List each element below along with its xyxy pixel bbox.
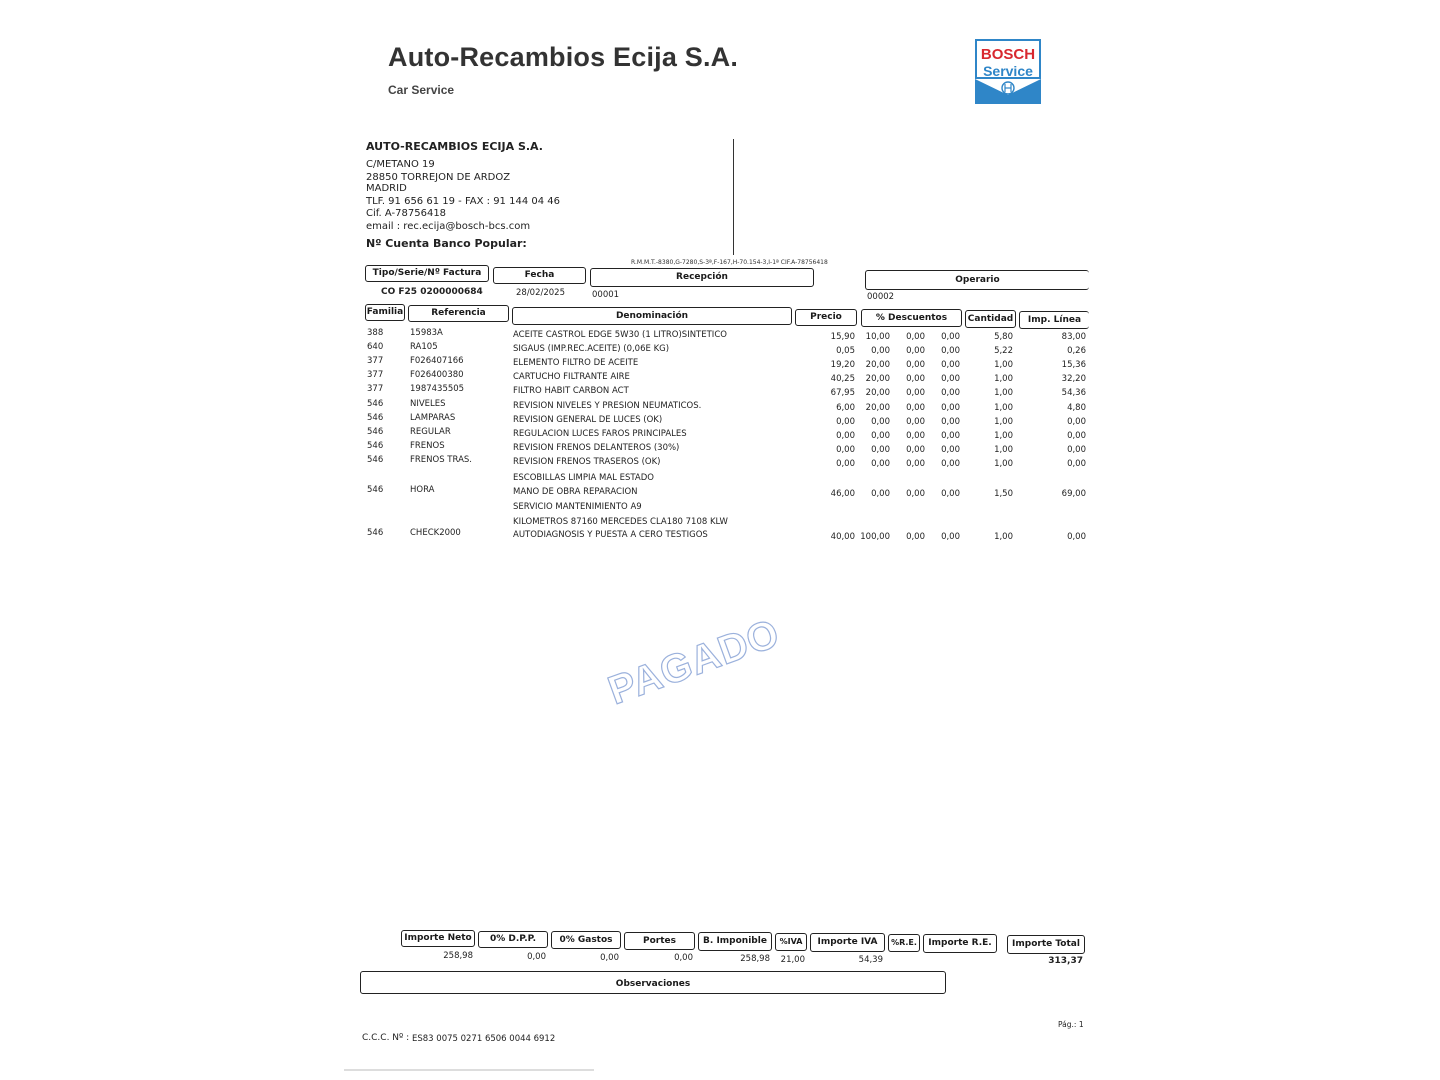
company-tagline: Car Service: [388, 83, 455, 97]
observaciones-box: Observaciones: [360, 971, 946, 994]
line-denominacion: AUTODIAGNOSIS Y PUESTA A CERO TESTIGOS: [513, 530, 708, 540]
line-precio: 46,00: [830, 489, 855, 499]
line-d1: 0,00: [871, 346, 890, 356]
line-denominacion: SERVICIO MANTENIMIENTO A9: [513, 502, 642, 512]
line-denominacion: CARTUCHO FILTRANTE AIRE: [513, 372, 630, 382]
line-d1: 10,00: [865, 332, 890, 342]
line-d2: 0,00: [906, 417, 925, 427]
issuer-name: AUTO-RECAMBIOS ECIJA S.A.: [366, 140, 543, 153]
line-denominacion: ACEITE CASTROL EDGE 5W30 (1 LITRO)SINTETICO: [513, 330, 727, 340]
total-gastos-value: 0,00: [600, 953, 619, 963]
line-cantidad: 1,00: [994, 445, 1013, 455]
line-d2: 0,00: [906, 388, 925, 398]
logo-line1: BOSCH: [980, 46, 1036, 63]
line-referencia: 1987435505: [410, 384, 465, 394]
header-tipo: Tipo/Serie/Nº Factura: [365, 265, 489, 282]
line-familia: 546: [367, 441, 384, 451]
line-importe: 0,00: [1067, 417, 1086, 427]
line-d3: 0,00: [941, 417, 960, 427]
line-familia: 388: [367, 328, 384, 338]
line-d3: 0,00: [941, 459, 960, 469]
invoice-number: CO F25 0200000684: [381, 287, 483, 297]
line-d3: 0,00: [941, 332, 960, 342]
line-denominacion: REVISION FRENOS TRASEROS (OK): [513, 457, 661, 467]
line-cantidad: 1,00: [994, 388, 1013, 398]
line-referencia: REGULAR: [410, 427, 451, 437]
line-precio: 67,95: [830, 388, 855, 398]
col-descuentos: % Descuentos: [861, 309, 962, 327]
line-referencia: LAMPARAS: [410, 413, 456, 423]
total-gastos-label: 0% Gastos: [551, 931, 621, 949]
total-neto-label: Importe Neto: [401, 930, 475, 947]
line-importe: 15,36: [1061, 360, 1086, 370]
line-referencia: F026400380: [410, 370, 464, 380]
line-denominacion: FILTRO HABIT CARBON ACT: [513, 386, 629, 396]
issuer-city: 28850 TORREJON DE ARDOZ: [366, 172, 511, 183]
total-piva-value: 21,00: [780, 955, 805, 965]
line-d3: 0,00: [941, 489, 960, 499]
col-denominacion: Denominación: [512, 307, 792, 325]
total-imponible-label: B. Imponible: [698, 932, 772, 951]
line-importe: 4,80: [1067, 403, 1086, 413]
issuer-cif: Cif. A-78756418: [366, 208, 447, 219]
col-precio: Precio: [795, 309, 857, 326]
bosch-armature-icon: [975, 79, 1041, 104]
line-familia: 640: [367, 342, 384, 352]
col-cantidad: Cantidad: [965, 310, 1016, 328]
line-familia: 377: [367, 356, 384, 366]
line-familia: 546: [367, 427, 384, 437]
company-title: Auto-Recambios Ecija S.A.: [388, 42, 739, 72]
page-number: Pág.: 1: [1058, 1020, 1084, 1029]
issuer-phone: TLF. 91 656 61 19 - FAX : 91 144 04 46: [366, 196, 560, 207]
line-d2: 0,00: [906, 489, 925, 499]
line-cantidad: 1,00: [994, 459, 1013, 469]
line-familia: 377: [367, 384, 384, 394]
issuer-street: C/METANO 19: [366, 159, 435, 170]
line-denominacion: REVISION GENERAL DE LUCES (OK): [513, 415, 663, 425]
total-pre-label: %R.E.: [888, 934, 920, 952]
line-importe: 0,00: [1067, 431, 1086, 441]
line-d3: 0,00: [941, 431, 960, 441]
col-referencia: Referencia: [408, 305, 509, 322]
line-referencia: 15983A: [410, 328, 443, 338]
issuer-email: email : rec.ecija@bosch-bcs.com: [366, 221, 531, 232]
total-neto-value: 258,98: [443, 951, 473, 961]
line-precio: 0,00: [836, 417, 855, 427]
line-d3: 0,00: [941, 445, 960, 455]
line-precio: 15,90: [830, 332, 855, 342]
line-d2: 0,00: [906, 360, 925, 370]
line-d2: 0,00: [906, 346, 925, 356]
line-precio: 6,00: [836, 403, 855, 413]
line-d1: 0,00: [871, 459, 890, 469]
line-denominacion: REVISION NIVELES Y PRESION NEUMATICOS.: [513, 401, 702, 411]
bosch-service-logo: [975, 39, 1041, 104]
line-denominacion: SIGAUS (IMP.REC.ACEITE) (0,06E KG): [513, 344, 670, 354]
line-cantidad: 1,00: [994, 417, 1013, 427]
line-d1: 0,00: [871, 431, 890, 441]
line-familia: 546: [367, 528, 384, 538]
line-cantidad: 1,50: [994, 489, 1013, 499]
total-dpp-label: 0% D.P.P.: [478, 931, 548, 948]
total-portes-label: Portes: [624, 932, 695, 950]
line-cantidad: 5,22: [994, 346, 1013, 356]
line-d1: 20,00: [865, 388, 890, 398]
recepcion-value: 00001: [592, 290, 620, 300]
line-familia: 546: [367, 455, 384, 465]
line-referencia: RA105: [410, 342, 438, 352]
line-d1: 100,00: [860, 532, 890, 542]
line-d3: 0,00: [941, 388, 960, 398]
line-precio: 19,20: [830, 360, 855, 370]
line-referencia: CHECK2000: [410, 528, 461, 538]
bank-account-label: Nº Cuenta Banco Popular:: [366, 237, 527, 250]
total-portes-value: 0,00: [674, 953, 693, 963]
line-d1: 20,00: [865, 374, 890, 384]
line-denominacion: ELEMENTO FILTRO DE ACEITE: [513, 358, 639, 368]
total-iva-label: Importe IVA: [810, 933, 885, 952]
line-referencia: F026407166: [410, 356, 464, 366]
line-precio: 40,00: [830, 532, 855, 542]
total-dpp-value: 0,00: [527, 952, 546, 962]
line-denominacion: REVISION FRENOS DELANTEROS (30%): [513, 443, 680, 453]
line-d3: 0,00: [941, 374, 960, 384]
line-importe: 0,00: [1067, 459, 1086, 469]
line-d2: 0,00: [906, 403, 925, 413]
line-referencia: FRENOS: [410, 441, 445, 451]
line-familia: 546: [367, 485, 384, 495]
total-piva-label: %IVA: [775, 933, 807, 951]
line-d2: 0,00: [906, 332, 925, 342]
line-cantidad: 1,00: [994, 374, 1013, 384]
invoice-date: 28/02/2025: [516, 288, 565, 298]
line-d1: 0,00: [871, 417, 890, 427]
line-importe: 32,20: [1061, 374, 1086, 384]
line-referencia: NIVELES: [410, 399, 446, 409]
registry-text: R.M.M.T.-8380,G-7280,S-3ª,F-167,H-70.154-3,I-1ª CIF.A-78756418: [631, 259, 828, 266]
line-cantidad: 1,00: [994, 403, 1013, 413]
line-familia: 546: [367, 399, 384, 409]
line-familia: 377: [367, 370, 384, 380]
line-d3: 0,00: [941, 360, 960, 370]
line-d2: 0,00: [906, 459, 925, 469]
line-d2: 0,00: [906, 374, 925, 384]
line-precio: 0,00: [836, 445, 855, 455]
paid-stamp: PAGADO: [602, 610, 786, 714]
line-importe: 83,00: [1061, 332, 1086, 342]
line-importe: 69,00: [1061, 489, 1086, 499]
line-denominacion: KILOMETROS 87160 MERCEDES CLA180 7108 KLW: [513, 517, 728, 527]
line-cantidad: 1,00: [994, 431, 1013, 441]
operario-value: 00002: [867, 292, 895, 302]
line-cantidad: 1,00: [994, 532, 1013, 542]
col-familia: Familia: [365, 304, 405, 321]
line-d2: 0,00: [906, 431, 925, 441]
line-precio: 40,25: [830, 374, 855, 384]
line-precio: 0,00: [836, 431, 855, 441]
line-importe: 0,00: [1067, 532, 1086, 542]
line-referencia: HORA: [410, 485, 435, 495]
total-re-label: Importe R.E.: [923, 934, 997, 953]
line-denominacion: MANO DE OBRA REPARACION: [513, 487, 638, 497]
issuer-province: MADRID: [366, 183, 407, 194]
total-value: 313,37: [1048, 956, 1083, 966]
line-importe: 0,26: [1067, 346, 1086, 356]
line-d1: 0,00: [871, 489, 890, 499]
line-importe: 54,36: [1061, 388, 1086, 398]
line-d2: 0,00: [906, 532, 925, 542]
line-d1: 20,00: [865, 360, 890, 370]
line-d1: 20,00: [865, 403, 890, 413]
line-precio: 0,05: [836, 346, 855, 356]
total-imponible-value: 258,98: [740, 954, 770, 964]
line-familia: 546: [367, 413, 384, 423]
scan-edge: [344, 1069, 594, 1071]
line-importe: 0,00: [1067, 445, 1086, 455]
line-d1: 0,00: [871, 445, 890, 455]
total-label: Importe Total: [1007, 935, 1085, 954]
line-d3: 0,00: [941, 403, 960, 413]
line-denominacion: REGULACION LUCES FAROS PRINCIPALES: [513, 429, 687, 439]
line-cantidad: 5,80: [994, 332, 1013, 342]
line-precio: 0,00: [836, 459, 855, 469]
col-importe: Imp. Línea: [1019, 311, 1089, 329]
ccc-value: ES83 0075 0271 6506 0044 6912: [412, 1034, 556, 1044]
logo-line2: Service: [983, 63, 1033, 79]
header-fecha: Fecha: [493, 267, 586, 284]
header-recepcion: Recepción: [590, 268, 814, 287]
divider-line: [733, 139, 734, 255]
line-d2: 0,00: [906, 445, 925, 455]
line-cantidad: 1,00: [994, 360, 1013, 370]
total-iva-value: 54,39: [858, 955, 883, 965]
line-referencia: FRENOS TRAS.: [410, 455, 472, 465]
header-operario: Operario: [865, 270, 1089, 290]
line-d3: 0,00: [941, 532, 960, 542]
ccc-label: C.C.C. Nº :: [362, 1033, 410, 1043]
line-d3: 0,00: [941, 346, 960, 356]
line-denominacion: ESCOBILLAS LIMPIA MAL ESTADO: [513, 473, 654, 483]
